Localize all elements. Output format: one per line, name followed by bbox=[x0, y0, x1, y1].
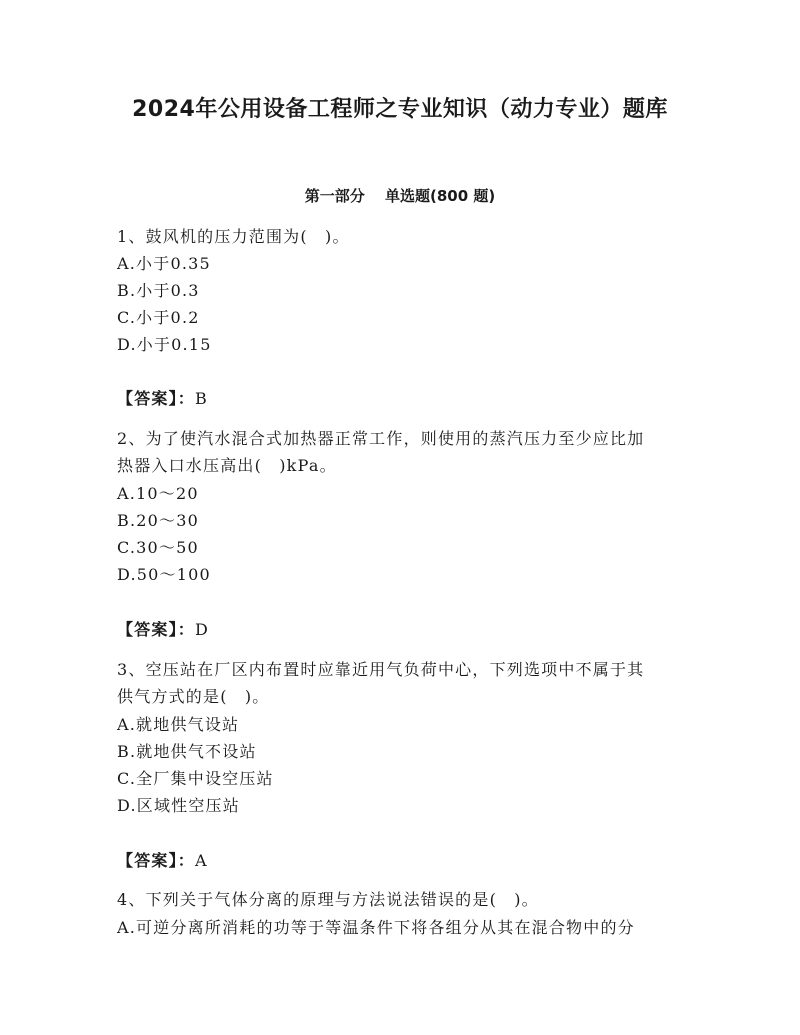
question-1-answer bbox=[117, 389, 208, 409]
question-3-option-c: C.全厂集中设空压站 bbox=[117, 769, 274, 788]
question-3-option-b: B.就地供气不设站 bbox=[117, 742, 257, 761]
answer-value: B bbox=[195, 389, 208, 408]
question-1-option-c: C.小于0.2 bbox=[117, 308, 200, 327]
section-title: 第一部分 单选题(800 题) bbox=[304, 187, 496, 205]
question-1-option-a: A.小于0.35 bbox=[117, 254, 211, 273]
question-2-option-b: B.20～30 bbox=[117, 511, 199, 530]
question-2-stem-line-1: 2、为了使汽水混合式加热器正常工作，则使用的蒸汽压力至少应比加 bbox=[117, 429, 645, 448]
question-2-option-a: A.10～20 bbox=[117, 484, 199, 503]
question-3-option-a: A.就地供气设站 bbox=[117, 715, 240, 734]
question-3-option-d: D.区域性空压站 bbox=[117, 796, 240, 815]
question-1-option-d: D.小于0.15 bbox=[117, 335, 212, 354]
question-2-stem-line-2: 热器入口水压高出( )kPa。 bbox=[117, 456, 337, 475]
answer-label: 【答案】： bbox=[117, 389, 196, 408]
answer-label: 【答案】： bbox=[117, 851, 196, 870]
question-3-answer bbox=[117, 851, 208, 871]
answer-value: A bbox=[195, 851, 208, 870]
question-3-stem-line-1: 3、空压站在厂区内布置时应靠近用气负荷中心，下列选项中不属于其 bbox=[117, 660, 645, 679]
answer-value: D bbox=[195, 620, 210, 639]
answer-label: 【答案】： bbox=[117, 620, 196, 639]
question-4-stem: 4、下列关于气体分离的原理与方法说法错误的是( )。 bbox=[117, 890, 539, 909]
question-1-option-b: B.小于0.3 bbox=[117, 281, 200, 300]
question-2-option-d: D.50～100 bbox=[117, 565, 211, 584]
question-1-stem: 1、鼓风机的压力范围为( )。 bbox=[117, 227, 350, 246]
question-3-stem-line-2: 供气方式的是( )。 bbox=[117, 687, 270, 706]
question-4-option-a: A.可逆分离所消耗的功等于等温条件下将各组分从其在混合物中的分 bbox=[117, 918, 635, 937]
question-2-option-c: C.30～50 bbox=[117, 538, 199, 557]
question-2-answer bbox=[117, 620, 209, 640]
document-title: 2024年公用设备工程师之专业知识（动力专业）题库 bbox=[132, 97, 668, 122]
